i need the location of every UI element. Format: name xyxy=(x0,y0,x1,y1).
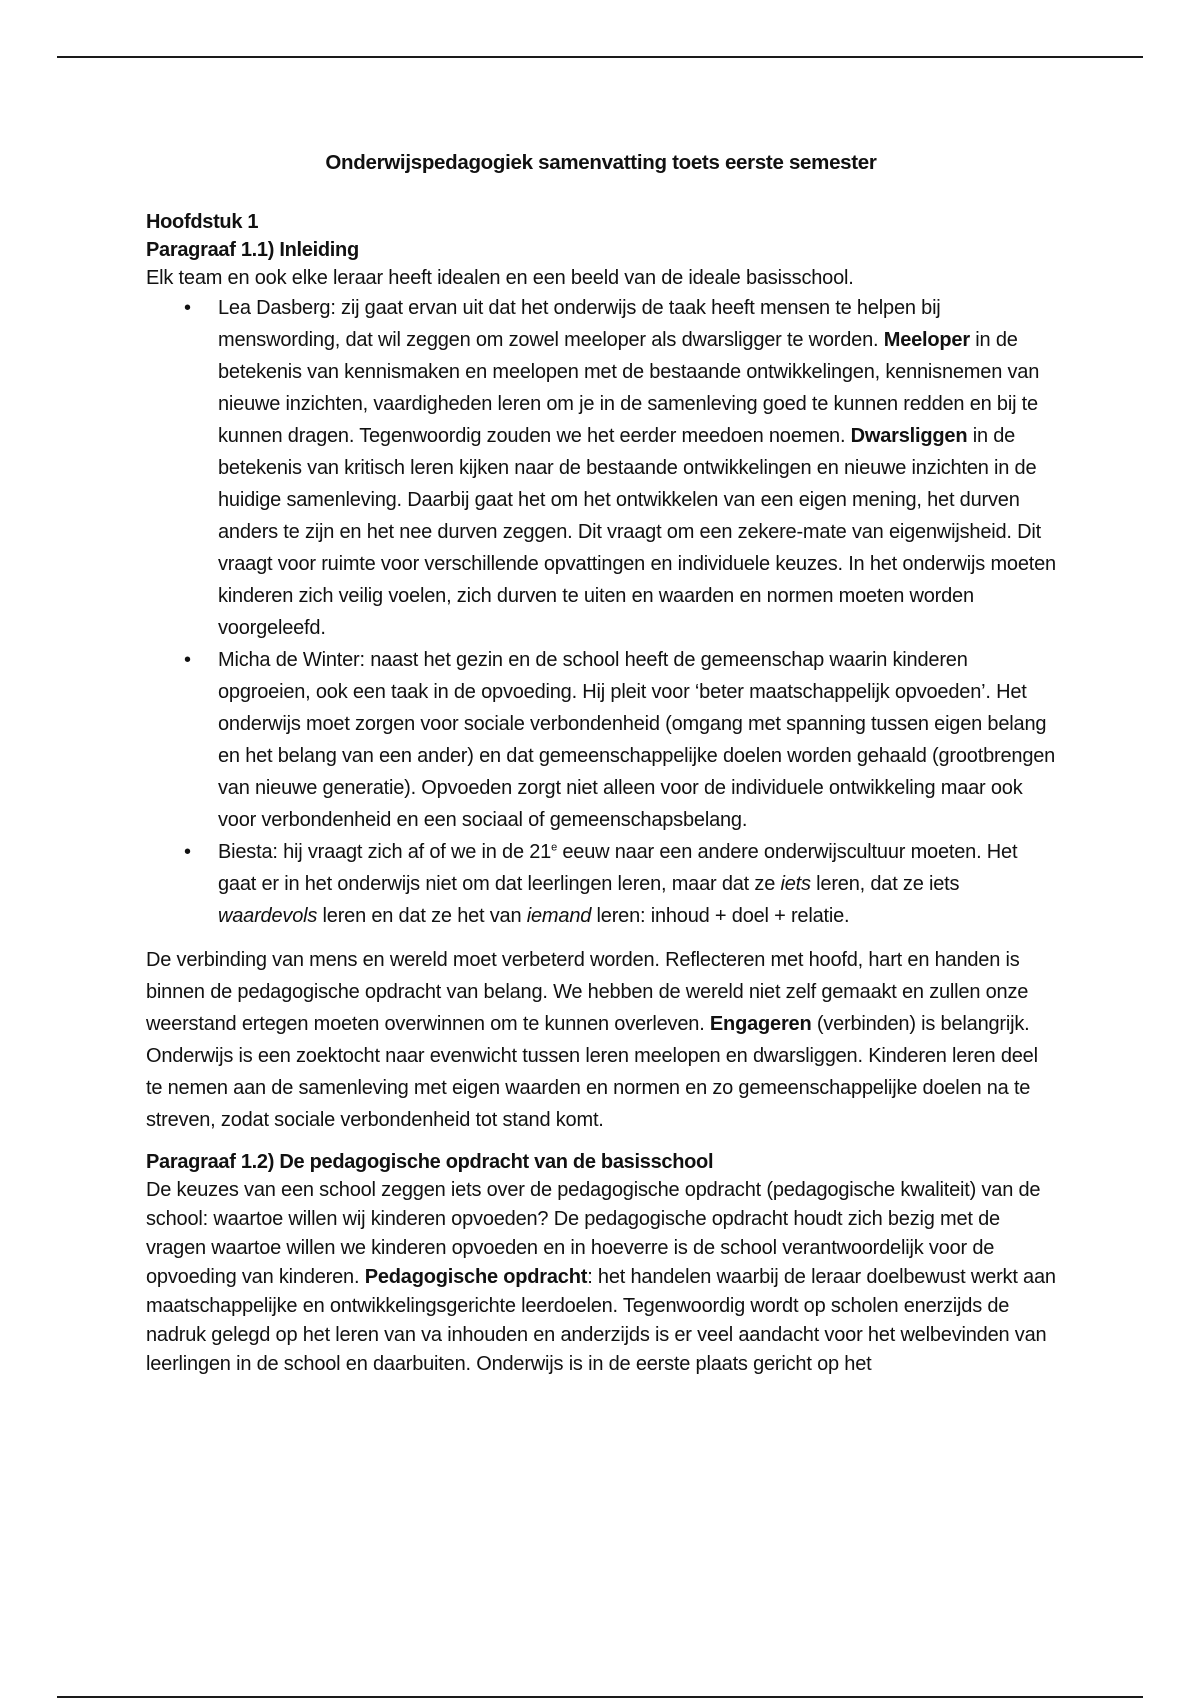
header-rule xyxy=(57,56,1143,58)
section-heading-1-2: Paragraaf 1.2) De pedagogische opdracht van de basisschool xyxy=(146,1151,714,1173)
bullet-icon: • xyxy=(184,841,191,863)
term-dwarsliggen: Dwarsliggen xyxy=(850,425,968,447)
section-2-paragraph: De keuzes van een school zeggen iets over de pedagogische opdracht (pedagogische kwaliteit) van de school: waartoe willen wij kinderen opvoeden? De pedagogische opdracht houdt zich bezig met de vragen waartoe willen we kinderen opvoeden en in hoeverre is de school verantwoordelijk voor de opvoeding van kinderen. Pedagogische opdracht: het handelen waarbij de leraar doelbewust werkt aan maatschappelijke en ontwikkelingsgerichte leerdoelen. Tegenwoordig wordt op scholen enerzijds de nadruk gelegd op het leren van va inhouden en anderzijds is er veel aandacht voor het welbevinden van leerlingen in de school en daarbuiten. Onderwijs is in de eerste plaats gericht op het xyxy=(146,1179,1056,1375)
list-item-de-winter: • Micha de Winter: naast het gezin en de school heeft de gemeenschap waarin kinderen opgroeien, ook een taak in de opvoeding. Hij pleit voor ‘beter maatschappelijk opvoeden’. Het onderwijs moet zorgen voor sociale verbondenheid (omgang met spanning tussen eigen belang en het belang van een ander) en dat gemeenschappelijke doelen worden gehaald (grootbrengen van nieuwe generatie). Opvoeden zorgt niet alleen voor de individuele ontwikkeling maar ook voor verbondenheid en een sociaal of gemeenschapsbelang. xyxy=(146,644,1056,836)
footer-rule xyxy=(57,1696,1143,1698)
bullet-icon: • xyxy=(184,297,191,319)
list-item-biesta: • Biesta: hij vraagt zich af of we in de 21e eeuw naar een andere onderwijscultuur moeten. Het gaat er in het onderwijs niet om dat leerlingen leren, maar dat ze iets leren, dat ze iets waardevols leren en dat ze het van iemand leren: inhoud + doel + relatie. xyxy=(146,836,1056,932)
section-intro: Elk team en ook elke leraar heeft idealen en een beeld van de ideale basisschool. xyxy=(146,267,854,289)
chapter-heading: Hoofdstuk 1 xyxy=(146,211,259,233)
section-heading-1-1: Paragraaf 1.1) Inleiding xyxy=(146,239,359,261)
bullet-icon: • xyxy=(184,649,191,671)
document-page xyxy=(146,148,1056,1379)
bullet-list xyxy=(146,292,1056,932)
document-title: Onderwijspedagogiek samenvatting toets eerste semester xyxy=(325,151,877,174)
term-pedagogische-opdracht: Pedagogische opdracht xyxy=(364,1266,588,1288)
closing-paragraph: De verbinding van mens en wereld moet verbeterd worden. Reflecteren met hoofd, hart en handen is binnen de pedagogische opdracht van belang. We hebben de wereld niet zelf gemaakt en zullen onze weerstand ertegen moeten overwinnen om te kunnen overleven. Engageren (verbinden) is belangrijk. Onderwijs is een zoektocht naar evenwicht tussen leren meelopen en dwarsliggen. Kinderen leren deel te nemen aan de samenleving met eigen waarden en normen en zo gemeenschappelijke doelen na te streven, zodat sociale verbondenheid tot stand komt. xyxy=(146,949,1038,1131)
list-item-dasberg: • Lea Dasberg: zij gaat ervan uit dat het onderwijs de taak heeft mensen te helpen bij menswording, dat wil zeggen om zowel meeloper als dwarsligger te worden. Meeloper in de betekenis van kennismaken en meelopen met de bestaande ontwikkelingen, kennisnemen van nieuwe inzichten, vaardigheden leren om je in de samenleving goed te kunnen redden en bij te kunnen dragen. Tegenwoordig zouden we het eerder meedoen noemen. Dwarsliggen in de betekenis van kritisch leren kijken naar de bestaande ontwikkelingen en nieuwe inzichten in de huidige samenleving. Daarbij gaat het om het ontwikkelen van een eigen mening, het durven anders te zijn en het nee durven zeggen. Dit vraagt om een zekere-mate van eigenwijsheid. Dit vraagt voor ruimte voor verschillende opvattingen en individuele keuzes. In het onderwijs moeten kinderen zich veilig voelen, zich durven te uiten en waarden en normen moeten worden voorgeleefd. xyxy=(146,292,1056,644)
term-meeloper: Meeloper xyxy=(883,329,970,351)
term-engageren: Engageren xyxy=(709,1013,812,1035)
